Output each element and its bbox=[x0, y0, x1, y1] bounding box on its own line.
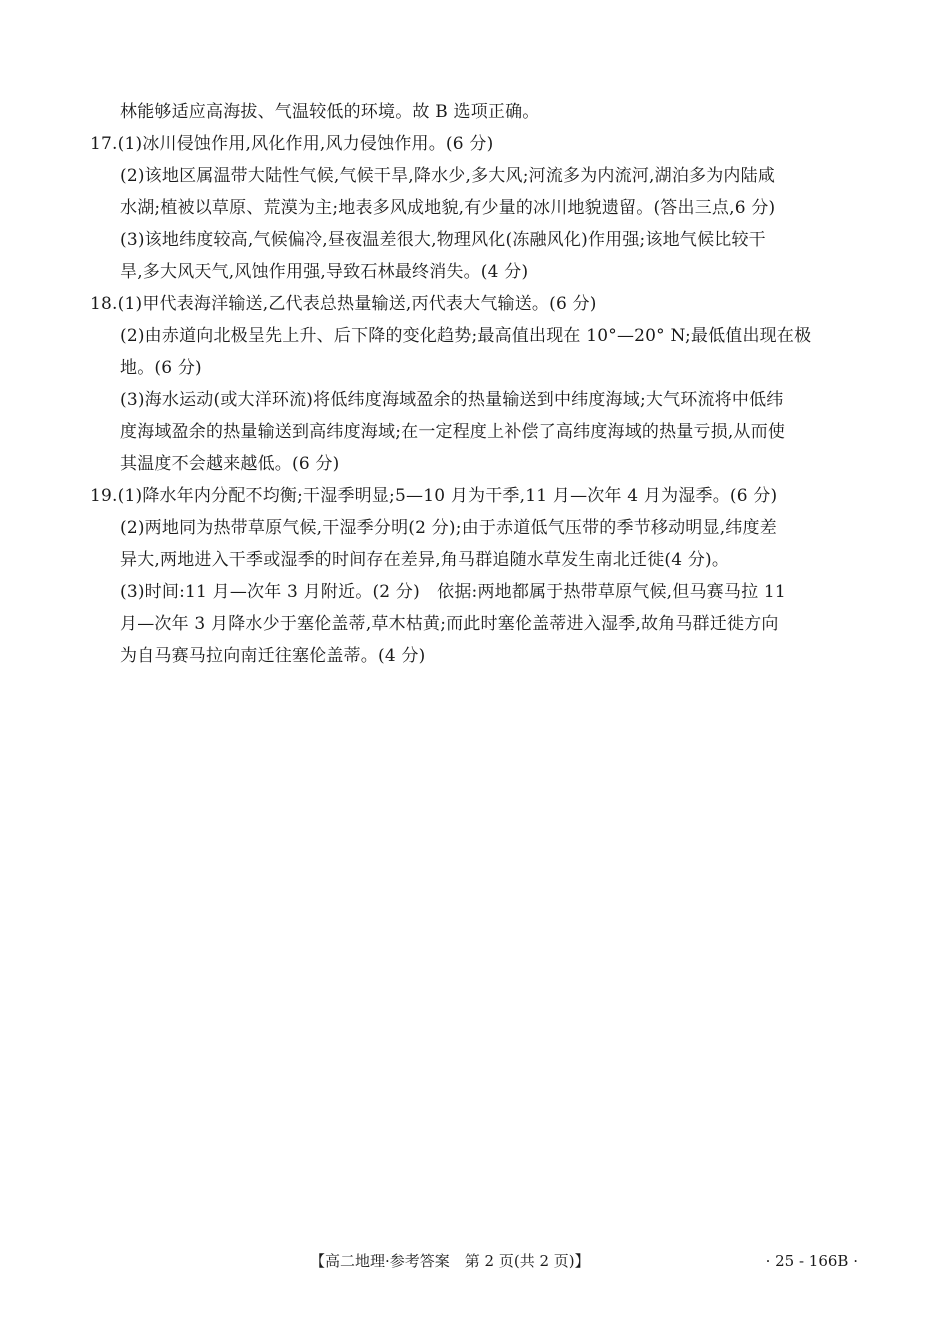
q17-part-2-line-1: (2)该地区属温带大陆性气候,气候干旱,降水少,多大风;河流多为内流河,湖泊多为内陆咸 bbox=[120, 166, 776, 186]
q16-continuation: 林能够适应高海拔、气温较低的环境。故 B 选项正确。 bbox=[120, 102, 540, 122]
q18-part-3-line-1: (3)海水运动(或大洋环流)将低纬度海域盈余的热量输送到中纬度海域;大气环流将中低纬 bbox=[120, 390, 784, 410]
page-footer bbox=[0, 1246, 950, 1276]
q19-part-1: (1)降水年内分配不均衡;干湿季明显;5—10 月为干季,11 月—次年 4 月为湿季。(6 分) bbox=[117, 486, 778, 506]
q19-part-3-line-2: 月—次年 3 月降水少于塞伦盖蒂,草木枯黄;而此时塞伦盖蒂进入湿季,故角马群迁徙方向 bbox=[120, 614, 779, 634]
q17-part-1: (1)冰川侵蚀作用,风化作用,风力侵蚀作用。(6 分) bbox=[117, 134, 494, 154]
q17-part-3-line-2: 旱,多大风天气,风蚀作用强,导致石林最终消失。(4 分) bbox=[120, 262, 529, 282]
q18-part-2-line-2: 地。(6 分) bbox=[120, 358, 202, 378]
q19-number: 19. bbox=[90, 486, 118, 506]
q17-line-1 bbox=[90, 128, 493, 160]
q17-number: 17. bbox=[90, 134, 118, 154]
q18-number: 18. bbox=[90, 294, 118, 314]
footer-title: 【高二地理·参考答案 第 2 页(共 2 页)】 bbox=[310, 1252, 590, 1270]
q19-part-2-line-1: (2)两地同为热带草原气候,干湿季分明(2 分);由于赤道低气压带的季节移动明显,纬度差 bbox=[120, 518, 777, 538]
q18-part-3-line-2: 度海域盈余的热量输送到高纬度海域;在一定程度上补偿了高纬度海域的热量亏损,从而使 bbox=[120, 422, 786, 442]
q18-line-1 bbox=[90, 288, 597, 320]
q18-part-2-line-1: (2)由赤道向北极呈先上升、后下降的变化趋势;最高值出现在 10°—20° N;最低值出现在极 bbox=[120, 326, 812, 346]
q19-part-3-line-1: (3)时间:11 月—次年 3 月附近。(2 分) 依据:两地都属于热带草原气候,但马赛马拉 11 bbox=[120, 582, 786, 602]
q19-part-3-line-3: 为自马赛马拉向南迁往塞伦盖蒂。(4 分) bbox=[120, 646, 426, 666]
footer-document-code: · 25 - 166B · bbox=[765, 1252, 858, 1270]
q18-part-1: (1)甲代表海洋输送,乙代表总热量输送,丙代表大气输送。(6 分) bbox=[117, 294, 597, 314]
q19-line-1 bbox=[90, 480, 777, 512]
q18-part-3-line-3: 其温度不会越来越低。(6 分) bbox=[120, 454, 340, 474]
q19-part-2-line-2: 异大,两地进入干季或湿季的时间存在差异,角马群追随水草发生南北迁徙(4 分)。 bbox=[120, 550, 730, 570]
q17-part-2-line-2: 水湖;植被以草原、荒漠为主;地表多风成地貌,有少量的冰川地貌遗留。(答出三点,6 分) bbox=[120, 198, 776, 218]
q17-part-3-line-1: (3)该地纬度较高,气候偏冷,昼夜温差很大,物理风化(冻融风化)作用强;该地气候比较干 bbox=[120, 230, 766, 250]
